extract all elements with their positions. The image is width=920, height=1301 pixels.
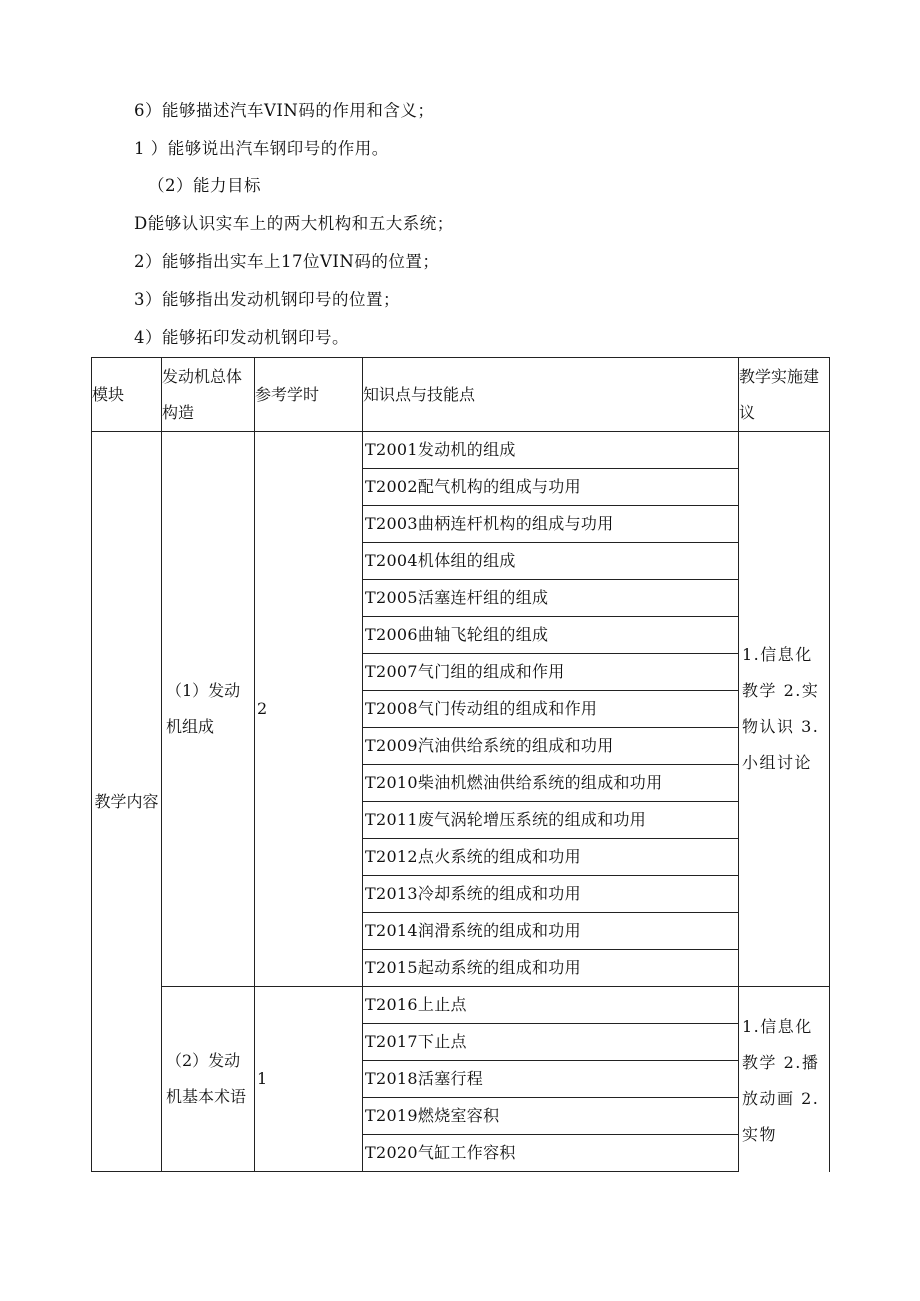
knowledge-cell: T2014润滑系统的组成和功用 (363, 913, 739, 950)
header-row (92, 358, 830, 432)
knowledge-cell: T2006曲轴飞轮组的组成 (363, 617, 739, 654)
table-row (92, 432, 830, 469)
knowledge-cell: T2018活塞行程 (363, 1061, 739, 1098)
paragraph-3: （2）能力目标 (148, 176, 261, 195)
knowledge-cell: T2019燃烧室容积 (363, 1098, 739, 1135)
knowledge-cell: T2013冷却系统的组成和功用 (363, 876, 739, 913)
knowledge-cell: T2017下止点 (363, 1024, 739, 1061)
module-cell: 教学内容 (92, 432, 162, 1172)
table-row (92, 987, 830, 1024)
knowledge-cell: T2003曲柄连杆机构的组成与功用 (363, 506, 739, 543)
knowledge-cell: T2010柴油机燃油供给系统的组成和功用 (363, 765, 739, 802)
hours-cell: 1 (255, 987, 363, 1172)
knowledge-cell: T2002配气机构的组成与功用 (363, 469, 739, 506)
knowledge-cell: T2011废气涡轮增压系统的组成和功用 (363, 802, 739, 839)
suggestion-cell: 1.信息化教学 2.实物认识 3.小组讨论 (739, 432, 830, 987)
knowledge-cell: T2008气门传动组的组成和作用 (363, 691, 739, 728)
header-module: 模块 (92, 358, 162, 432)
knowledge-cell: T2012点火系统的组成和功用 (363, 839, 739, 876)
table-body (92, 432, 830, 1172)
suggestion-cell: 1.信息化教学 2.播放动画 2.实物 (739, 987, 830, 1172)
paragraph-5: 2）能够指出实车上17位VIN码的位置； (134, 252, 440, 271)
header-suggestion: 教学实施建议 (739, 358, 830, 432)
paragraph-1: 6）能够描述汽车VIN码的作用和含义； (134, 101, 435, 120)
paragraph-2: 1 ）能够说出汽车钢印号的作用。 (134, 139, 389, 158)
subject-cell: （2）发动机基本术语 (162, 987, 255, 1172)
knowledge-cell: T2020气缸工作容积 (363, 1135, 739, 1172)
knowledge-cell: T2007气门组的组成和作用 (363, 654, 739, 691)
subject-cell: （1）发动机组成 (162, 432, 255, 987)
header-subject: 发动机总体构造 (162, 358, 255, 432)
knowledge-cell: T2005活塞连杆组的组成 (363, 580, 739, 617)
knowledge-cell: T2009汽油供给系统的组成和功用 (363, 728, 739, 765)
header-hours: 参考学时 (255, 358, 363, 432)
knowledge-cell: T2015起动系统的组成和功用 (363, 950, 739, 987)
knowledge-cell: T2001发动机的组成 (363, 432, 739, 469)
hours-cell: 2 (255, 432, 363, 987)
knowledge-cell: T2016上止点 (363, 987, 739, 1024)
paragraph-4: D能够认识实车上的两大机构和五大系统； (134, 214, 454, 233)
curriculum-table (91, 357, 830, 1172)
paragraph-7: 4）能够拓印发动机钢印号。 (134, 328, 349, 347)
paragraph-6: 3）能够指出发动机钢印号的位置； (134, 290, 400, 309)
header-knowledge: 知识点与技能点 (363, 358, 739, 432)
knowledge-cell: T2004机体组的组成 (363, 543, 739, 580)
